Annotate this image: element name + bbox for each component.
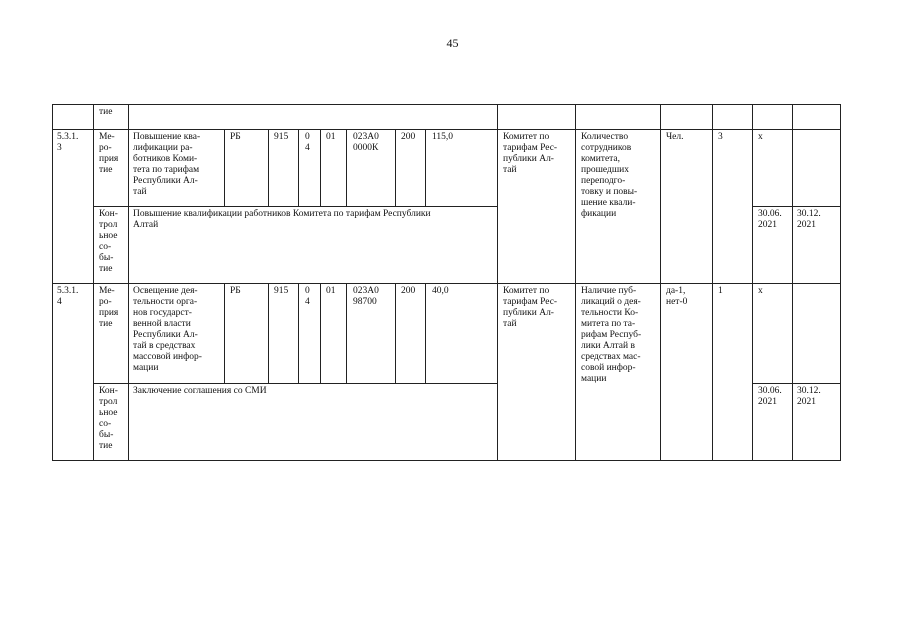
r2-grbs: 915 xyxy=(274,286,289,296)
r1-csr: 023А0 0000К xyxy=(353,132,379,153)
r1-grbs: 915 xyxy=(274,132,289,142)
r2-executor: Комитет по тарифам Рес- публики Ал- тай xyxy=(503,286,558,329)
rule-r2-mid xyxy=(93,383,498,384)
r2-name: Освещение дея- тельности орга- нов государст- венной власти Республики Ал- тай в средствах массовой инфор- мации xyxy=(133,286,202,373)
col-line-8b-r1 xyxy=(425,129,426,206)
r1-number: 5.3.1. 3 xyxy=(57,132,79,153)
continuation-type-cell: тие xyxy=(99,107,113,117)
r2-unit: да-1, нет-0 xyxy=(666,286,688,307)
col-line-12 xyxy=(712,104,713,461)
col-line-5-r2 xyxy=(298,283,299,383)
col-line-3-r2 xyxy=(224,283,225,383)
page-number: 45 xyxy=(446,36,459,50)
r2-budget: РБ xyxy=(230,286,241,296)
r1-date-end: 30.12. 2021 xyxy=(797,209,821,230)
r2-csr: 023А0 98700 xyxy=(353,286,379,307)
rule-r2-mid-dates xyxy=(752,383,841,384)
col-line-13 xyxy=(752,104,753,461)
r1-event-text: Повышение квалификации работников Комитета по тарифам Республики Алтай xyxy=(133,209,431,230)
r1-amount: 115,0 xyxy=(432,132,454,142)
rule-r1-mid-dates xyxy=(752,206,841,207)
col-line-9 xyxy=(497,104,498,461)
col-line-14 xyxy=(792,104,793,461)
r1-value: 3 xyxy=(718,132,723,142)
col-line-2 xyxy=(128,104,129,461)
col-line-10 xyxy=(575,104,576,461)
r2-vr: 200 xyxy=(401,286,416,296)
col-line-5-r1 xyxy=(298,129,299,206)
r2-rz: 0 4 xyxy=(305,286,310,307)
col-line-11 xyxy=(660,104,661,461)
col-line-0 xyxy=(52,104,53,461)
r2-number: 5.3.1. 4 xyxy=(57,286,79,307)
col-line-8-r1 xyxy=(395,129,396,206)
rule-r1-top xyxy=(52,129,841,130)
r1-pr: 01 xyxy=(326,132,336,142)
r2-event-type: Кон- трол ьное со- бы- тие xyxy=(99,386,118,451)
r1-x-mark: х xyxy=(758,132,763,142)
rule-bottom xyxy=(52,460,841,461)
col-line-4-r1 xyxy=(268,129,269,206)
r1-executor: Комитет по тарифам Рес- публики Ал- тай xyxy=(503,132,558,175)
r1-unit: Чел. xyxy=(666,132,684,142)
rule-r1-mid xyxy=(93,206,498,207)
r2-indicator: Наличие пуб- ликаций о дея- тельности Ко- митета по та- рифам Респуб- лики Алтай в средствах мас- совой инфор- мации xyxy=(581,286,642,384)
col-line-3-r1 xyxy=(224,129,225,206)
r1-indicator: Количество сотрудников комитета, прошедших переподго- товку и повы- шение квали- фикации xyxy=(581,132,638,219)
col-line-7-r2 xyxy=(346,283,347,383)
col-line-15 xyxy=(840,104,841,461)
r2-x-mark: х xyxy=(758,286,763,296)
col-line-4-r2 xyxy=(268,283,269,383)
r2-date-end: 30.12. 2021 xyxy=(797,386,821,407)
r1-type: Ме- ро- прия тие xyxy=(99,132,119,175)
r1-budget: РБ xyxy=(230,132,241,142)
col-line-6-r1 xyxy=(320,129,321,206)
r1-date-start: 30.06. 2021 xyxy=(758,209,782,230)
col-line-8-r2 xyxy=(395,283,396,383)
rule-r2-top xyxy=(52,283,841,284)
r1-name: Повышение ква- лификации ра- ботников Коми- тета по тарифам Республики Ал- тай xyxy=(133,132,201,197)
r2-type: Ме- ро- прия тие xyxy=(99,286,119,329)
r1-event-type: Кон- трол ьное со- бы- тие xyxy=(99,209,118,274)
r2-pr: 01 xyxy=(326,286,336,296)
r2-amount: 40,0 xyxy=(432,286,449,296)
r2-value: 1 xyxy=(718,286,723,296)
col-line-1 xyxy=(93,104,94,461)
col-line-7-r1 xyxy=(346,129,347,206)
col-line-6-r2 xyxy=(320,283,321,383)
col-line-8b-r2 xyxy=(425,283,426,383)
r2-event-text: Заключение соглашения со СМИ xyxy=(133,386,267,396)
rule-top xyxy=(52,104,841,105)
r1-vr: 200 xyxy=(401,132,416,142)
r1-rz: 0 4 xyxy=(305,132,310,153)
r2-date-start: 30.06. 2021 xyxy=(758,386,782,407)
